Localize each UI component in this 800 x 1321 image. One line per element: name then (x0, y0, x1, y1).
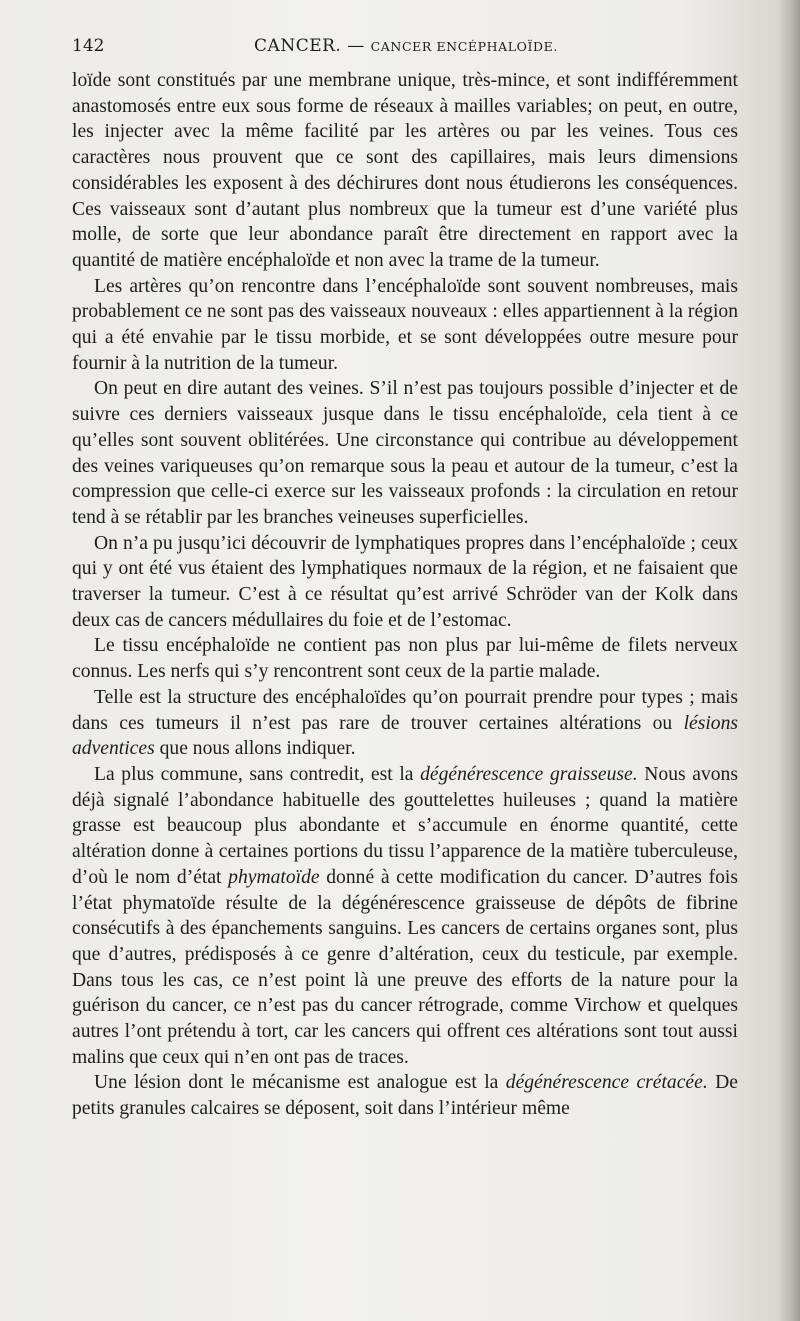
paragraph-6-text-end: que nous allons indiquer. (154, 738, 356, 760)
paragraph-7-emphasis: dégénérescence graisseuse. (420, 763, 638, 785)
paragraph-5: Le tissu encéphaloïde ne contient pas non plus par lui-même de filets nerveux connus. Les nerfs qui s’y rencontrent sont ceux de la partie malade. (72, 635, 738, 683)
page-gutter-shadow (778, 0, 800, 1321)
paragraph-7-text: La plus commune, sans contredit, est la (94, 763, 421, 785)
page-number: 142 (72, 36, 105, 56)
body-text (72, 68, 738, 1122)
paragraph-7-emphasis-2: phymatoïde (228, 866, 320, 888)
paragraph-8 (72, 1070, 738, 1121)
paragraph-2: Les artères qu’on rencontre dans l’encéphaloïde sont souvent nombreuses, mais probablement ce ne sont pas des vaisseaux nouveaux : elles appartiennent à la région qui a été envahie par le tissu morbide, et se sont développées outre mesure pour fournir à la nutrition de la tumeur. (72, 275, 738, 374)
paragraph-7 (72, 762, 738, 1070)
running-head (72, 36, 740, 56)
paragraph-6-emphasis: lésions adventices (72, 712, 738, 760)
running-dash: — (341, 36, 371, 56)
paragraph-4: On n’a pu jusqu’ici découvrir de lymphatiques propres dans l’encéphaloïde ; ceux qui y ont été vus étaient des lymphatiques normaux de la région, et ne faisaient que traverser la tumeur. C’est à ce résultat qu’est arrivé Schröder van der Kolk dans deux cas de cancers médullaires du foie et de l’estomac. (72, 532, 738, 631)
paragraph-8-emphasis: dégénérescence crétacée. (505, 1072, 708, 1094)
running-title: CANCER. (254, 36, 342, 56)
paragraph-3: On peut en dire autant des veines. S’il n’est pas toujours possible d’injecter et de suivre ces derniers vaisseaux jusque dans le tissu encéphaloïde, cela tient à ce qu’elles sont souvent oblitérées. Une circonstance qui contribue au développement des veines variqueuses qu’on remarque sous la peau et autour de la tumeur, c’est la compression que celle-ci exerce sur les vaisseaux profonds : la circulation en retour tend à se rétablir par les branches veineuses superficielles. (72, 378, 738, 528)
paragraph-8-text-end: De petits granules calcaires se déposent, soit dans l’intérieur même (72, 1072, 739, 1120)
paragraph-6-text: Telle est la structure des encéphaloïdes qu’on pourrait prendre pour types ; mais dans ces tumeurs il n’est pas rare de trouver certaines altérations ou (72, 686, 738, 734)
paragraph-7-text-end: donné à cette modification du cancer. D’autres fois l’état phymatoïde résulte de la dégénérescence graisseuse de dépôts de fibrine consécutifs à des épanchements sanguins. Les cancers de certains organes sont, plus que d’autres, prédisposés à ce genre d’altération, ceux du testicule, par exemple. Dans tous les cas, ce n’est point là une preuve des efforts de la nature pour la guérison du cancer, ce n’est pas du cancer rétrograde, comme Virchow et quelques autres l’ont prétendu à tort, car les cancers qui offrent ces altérations sont tout aussi malins que ceux qui n’en ont pas de traces. (72, 866, 738, 1068)
running-subtitle: CANCER ENCÉPHALOÏDE. (370, 39, 558, 54)
paragraph-7-text-middle: Nous avons déjà signalé l’abondance habituelle des gouttelettes huileuses ; quand la matière grasse est beaucoup plus abondante et s’accumule en énorme quantité, cette altération donne à certaines portions du tissu l’apparence de la matière tuberculeuse, d’où le nom d’état (72, 763, 738, 888)
paragraph-8-text: Une lésion dont le mécanisme est analogue est la (94, 1072, 506, 1094)
paragraph-1: loïde sont constitués par une membrane unique, très-mince, et sont indifféremment anastomosés entre eux sous forme de réseaux à mailles variables; on peut, en outre, les injecter avec la même facilité par les artères ou par les veines. Tous ces caractères nous prouvent que ce sont des capillaires, mais leurs dimensions considérables les exposent à des déchirures dont nous étudierons les conséquences. Ces vaisseaux sont d’autant plus nombreux que la tumeur est d’une variété plus molle, de sorte que leur abondance paraît être directement en rapport avec la quantité de matière encéphaloïde et non avec la trame de la tumeur. (72, 70, 738, 271)
paragraph-6 (72, 685, 738, 762)
page-header (72, 36, 740, 62)
